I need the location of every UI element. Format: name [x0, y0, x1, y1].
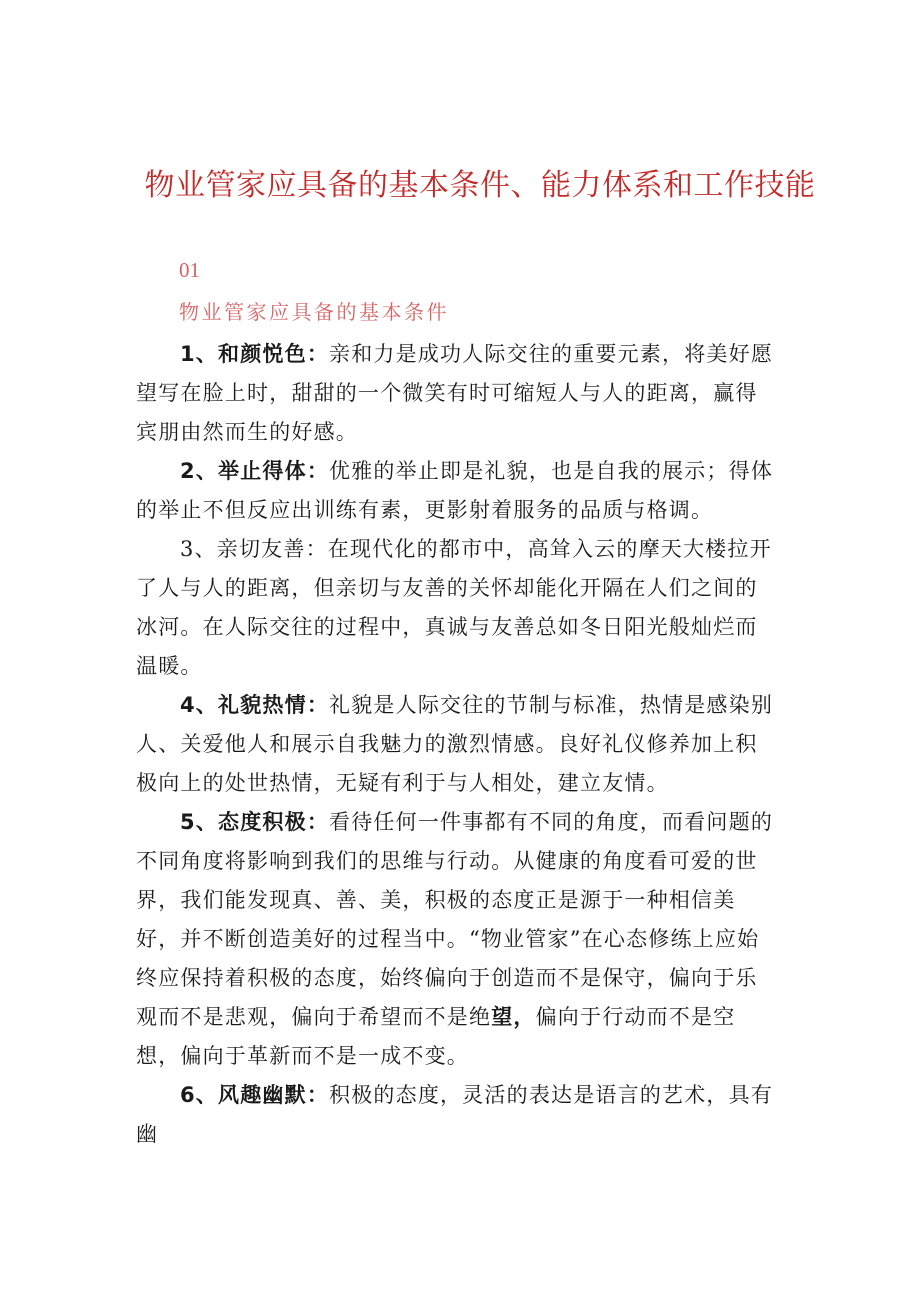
- paragraph-item-1: [136, 335, 776, 452]
- item-text: 礼貌是人际交往的节制与标准，热情是感染别人、关爱他人和展示自我魅力的激烈情感。良好礼仪修养加上积极向上的处世热情，无疑有利于与人相处，建立友情。: [136, 693, 774, 795]
- item-label: 3、亲切友善：: [180, 537, 328, 561]
- paragraph-item-4: [136, 686, 776, 803]
- item-text: 亲和力是成功人际交往的重要元素，将美好愿望写在脸上时，甜甜的一个微笑有时可缩短人与人的距离，赢得宾朋由然而生的好感。: [136, 342, 774, 444]
- item-text: 优雅的举止即是礼貌，也是自我的展示；得体的举止不但反应出训练有素，更影射着服务的品质与格调。: [136, 459, 774, 522]
- item-label: 6、风趣幽默：: [180, 1083, 330, 1107]
- paragraph-item-5: [136, 803, 776, 1076]
- item-text: 看待任何一件事都有不同的角度，而看问题的不同角度将影响到我们的思维与行动。从健康的角度看可爱的世界，我们能发现真、善、美，积极的态度正是源于一种相信美好，并不断创造美好的过程当中。“物业管家”在心态修练上应始终应保持着积极的态度，始终偏向于创造而不是保守，偏向于乐观而不是悲观，偏向于希望而不是绝望，偏向于行动而不是空想，偏向于革新而不是一成不变。: [136, 810, 774, 1068]
- paragraph-item-6: [136, 1076, 776, 1154]
- document-title: 物业管家应具备的基本条件、能力体系和工作技能: [144, 168, 816, 203]
- section-number: 01: [179, 258, 200, 282]
- item-label: 5、态度积极：: [180, 810, 330, 834]
- item-text: 积极的态度，灵活的表达是语言的艺术，具有幽: [136, 1083, 774, 1146]
- item-text: 在现代化的都市中，高耸入云的摩天大楼拉开了人与人的距离，但亲切与友善的关怀却能化开隔在人们之间的冰河。在人际交往的过程中，真诚与友善总如冬日阳光般灿烂而温暖。: [136, 537, 772, 678]
- section-heading: 物业管家应具备的基本条件: [179, 300, 449, 324]
- item-label: 2、举止得体：: [180, 459, 330, 483]
- paragraph-item-3: [136, 530, 776, 686]
- emphasized-text: 望，: [491, 1005, 536, 1029]
- paragraph-item-2: [136, 452, 776, 530]
- item-label: 4、礼貌热情：: [180, 693, 330, 717]
- item-label: 1、和颜悦色：: [180, 342, 330, 366]
- document-body: [136, 335, 776, 1154]
